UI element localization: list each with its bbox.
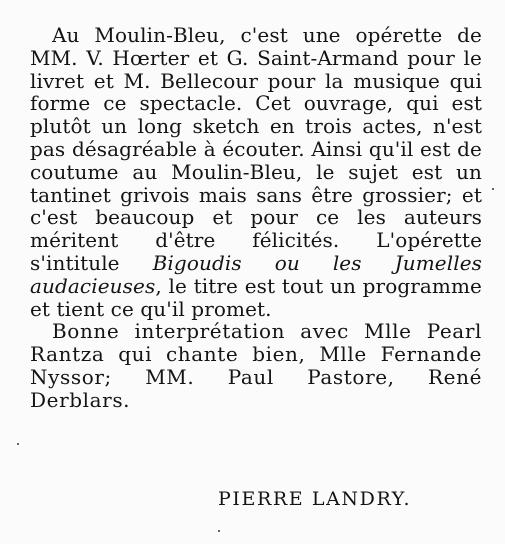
review-text-end: , le titre est tout un programme et tient ce qu'il promet. bbox=[30, 273, 482, 321]
scan-speck bbox=[17, 443, 19, 445]
review-paragraph bbox=[30, 24, 482, 320]
operetta-title: Bigoudis ou les Jumelles audacieuses bbox=[30, 250, 482, 298]
scan-speck bbox=[218, 530, 220, 532]
review-text-start: Au Moulin-Bleu, c'est une opérette de MM. V. Hœrter et G. Saint-Armand pour le livret et M. Bellecour pour la musique qui forme ce spectacle. Cet ouvrage, qui est plutôt un long sketch en trois actes, n'est pas désagréable à écouter. Ainsi qu'il est de coutume au Moulin-Bleu, le sujet est un tantinet grivois mais sans être grossier; et c'est beaucoup et pour ce les auteurs méritent d'être félicités. L'opérette s'intitule bbox=[30, 23, 482, 275]
author-signature: PIERRE LANDRY. bbox=[218, 488, 412, 510]
cast-paragraph: Bonne interprétation avec Mlle Pearl Rantza qui chante bien, Mlle Fernande Nyssor; MM. Paul Pastore, René Derblars. bbox=[30, 319, 482, 412]
scan-speck bbox=[492, 188, 494, 190]
article-column bbox=[30, 24, 482, 412]
